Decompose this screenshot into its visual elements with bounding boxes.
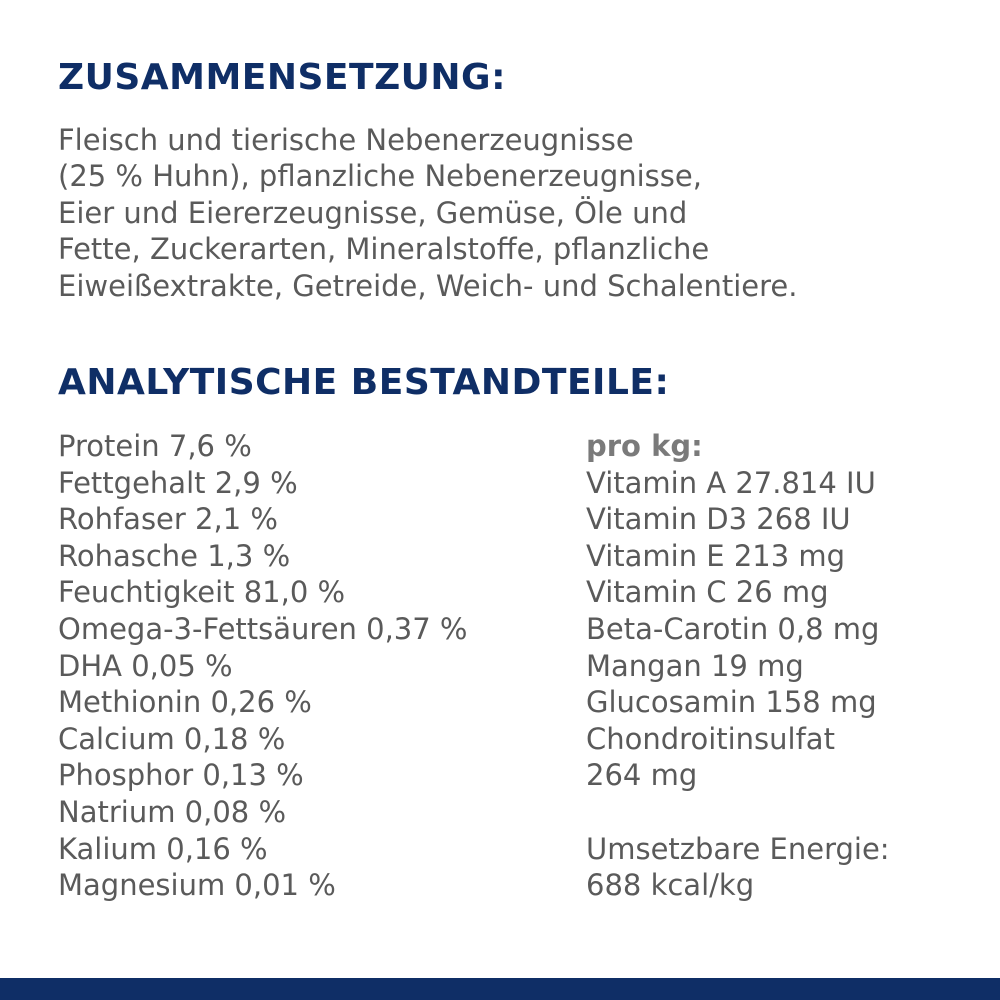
additive-item: Beta-Carotin 0,8 mg <box>586 611 880 646</box>
nutrient-item: Magnesium 0,01 % <box>58 868 336 903</box>
composition-heading: ZUSAMMENSETZUNG: <box>58 57 506 98</box>
nutrient-item: Protein 7,6 % <box>58 429 252 463</box>
nutrient-item: Rohasche 1,3 % <box>58 538 291 573</box>
list-spacer <box>586 794 986 831</box>
nutrient-item: DHA 0,05 % <box>58 648 233 683</box>
additive-item: Vitamin D3 268 IU <box>586 502 851 537</box>
additive-item: Glucosamin 158 mg <box>586 685 877 720</box>
energy-value: 688 kcal/kg <box>586 868 755 903</box>
bottom-brand-bar <box>0 978 1000 1000</box>
nutrient-item: Omega-3-Fettsäuren 0,37 % <box>58 611 468 646</box>
composition-line: (25 % Huhn), pflanzliche Nebenerzeugnisse, <box>58 159 702 194</box>
composition-line: Fette, Zuckerarten, Mineralstoffe, pflanzliche <box>58 232 710 267</box>
nutrient-item: Natrium 0,08 % <box>58 794 287 829</box>
composition-line: Eier und Eiererzeugnisse, Gemüse, Öle und <box>58 195 688 230</box>
nutrient-item: Fettgehalt 2,9 % <box>58 465 298 500</box>
nutrient-item: Phosphor 0,13 % <box>58 758 304 793</box>
analytics-left-list <box>58 428 568 904</box>
additive-item: Vitamin A 27.814 IU <box>586 465 876 500</box>
composition-line: Fleisch und tierische Nebenerzeugnisse <box>58 123 634 157</box>
additive-item: Mangan 19 mg <box>586 648 804 683</box>
nutrient-item: Calcium 0,18 % <box>58 721 286 756</box>
additive-item: Chondroitinsulfat <box>586 721 835 756</box>
analytics-right-list <box>586 428 986 904</box>
per-kg-heading: pro kg: <box>586 429 703 463</box>
composition-line: Eiweißextrakte, Getreide, Weich- und Schalentiere. <box>58 268 798 303</box>
analytics-heading: ANALYTISCHE BESTANDTEILE: <box>58 362 670 403</box>
nutrient-item: Kalium 0,16 % <box>58 831 268 866</box>
nutrient-item: Rohfaser 2,1 % <box>58 502 278 537</box>
additive-item: Vitamin C 26 mg <box>586 575 829 610</box>
composition-text <box>58 122 988 304</box>
additive-item: 264 mg <box>586 758 698 793</box>
nutrient-item: Feuchtigkeit 81,0 % <box>58 575 346 610</box>
energy-label: Umsetzbare Energie: <box>586 831 890 866</box>
nutrient-item: Methionin 0,26 % <box>58 685 312 720</box>
additive-item: Vitamin E 213 mg <box>586 538 846 573</box>
